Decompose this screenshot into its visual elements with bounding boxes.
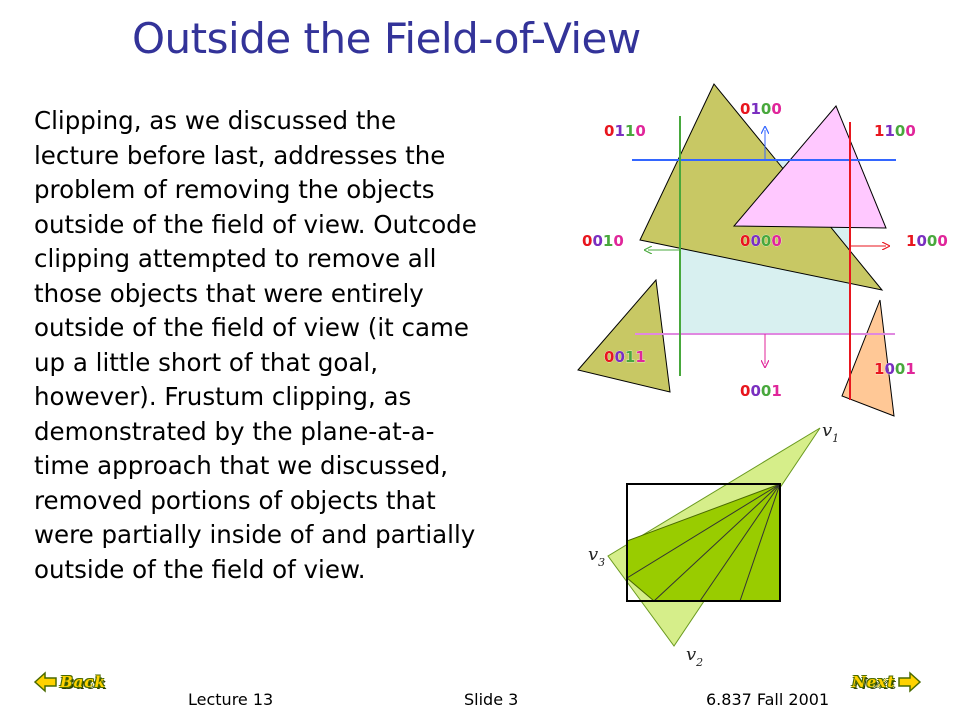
footer-course: 6.837 Fall 2001 <box>706 690 830 709</box>
vertex-label-v2: $v_2$ <box>686 644 704 669</box>
body-paragraph <box>34 104 554 587</box>
body-line: however). Frustum clipping, as <box>34 382 412 411</box>
outcode-0010: 0010 <box>582 232 624 250</box>
arrow-left-icon <box>34 672 58 692</box>
footer-slide-number: Slide 3 <box>464 690 519 709</box>
outcode-1100: 1100 <box>874 122 916 140</box>
body-line: clipping attempted to remove all <box>34 244 437 273</box>
vertex-label-v3: $v_3$ <box>588 544 606 569</box>
outcode-1000: 1000 <box>906 232 948 250</box>
outcode-0110: 0110 <box>604 122 646 140</box>
body-line: problem of removing the objects <box>34 175 435 204</box>
frustum-clip-diagram <box>580 418 860 670</box>
body-line: outside of the field of view. Outcode <box>34 209 477 239</box>
body-line: outside of the field of view (it came <box>34 313 469 342</box>
outcode-1001: 1001 <box>874 360 916 378</box>
vertex-label-v1: $v_1$ <box>822 420 840 445</box>
outcode-0100: 0100 <box>740 100 782 118</box>
outcode-0011: 0011 <box>604 348 646 366</box>
outcode-0000: 0000 <box>740 232 782 250</box>
arrow-right-icon <box>897 672 921 692</box>
back-label: Back <box>60 673 106 691</box>
body-line: time approach that we discussed, <box>34 451 449 480</box>
back-button[interactable] <box>34 668 106 696</box>
next-label: Next <box>852 673 896 691</box>
body-line: Clipping, as we discussed the <box>34 106 397 135</box>
body-line: those objects that were entirely <box>34 278 424 308</box>
outcode-0001: 0001 <box>740 382 782 400</box>
body-line: outside of the field of view. <box>34 554 366 584</box>
body-line: removed portions of objects that <box>34 485 436 515</box>
outcode-diagram <box>570 80 948 425</box>
left-olive-triangle <box>578 280 670 392</box>
slide-title: Outside the Field-of-View <box>132 14 641 63</box>
body-line: lecture before last, addresses the <box>34 140 446 170</box>
body-line: were partially inside of and partially <box>34 520 476 549</box>
body-line: up a little short of that goal, <box>34 347 379 377</box>
footer-lecture: Lecture 13 <box>188 690 274 709</box>
body-line: demonstrated by the plane-at-a- <box>34 416 435 446</box>
next-button[interactable] <box>852 668 921 696</box>
